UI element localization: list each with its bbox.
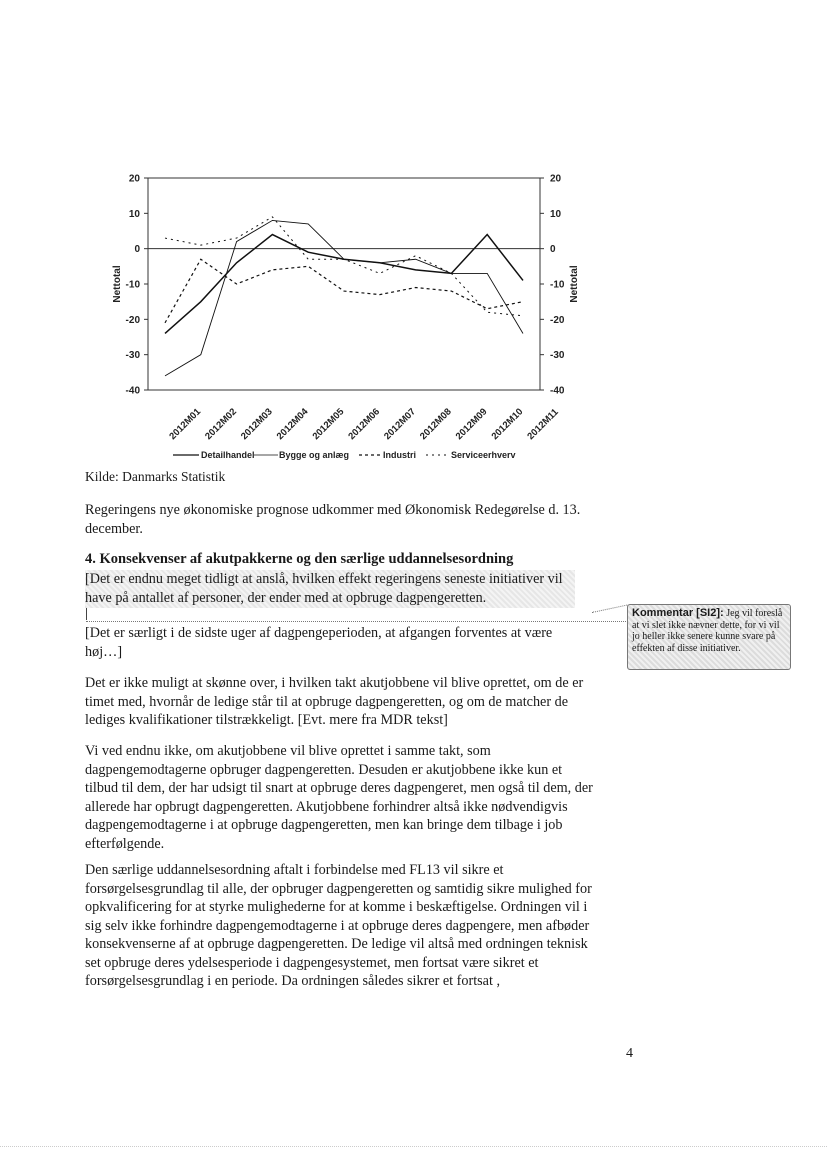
text-cursor [86, 608, 87, 620]
x-tick-label: 2012M09 [453, 406, 490, 443]
comment-connector-line-end [592, 605, 627, 613]
x-tick-label: 2012M10 [489, 406, 526, 443]
paragraph-prognose: Regeringens nye økonomiske prognose udkommer med Økonomisk Redegørelse d. 13. december. [85, 502, 581, 537]
legend-detailhandel: Detailhandel [201, 450, 255, 460]
legend [173, 450, 516, 460]
y-axis-label-right: Nettotal [569, 265, 580, 303]
y-tick-left-label: -10 [125, 279, 140, 291]
y-tick-right-label: 20 [550, 173, 562, 185]
y-tick-left-label: -40 [125, 385, 140, 397]
x-tick-label: 2012M06 [346, 406, 383, 443]
series-line-3 [165, 217, 523, 316]
section-heading: 4. Konsekvenser af akutpakkerne og den særlige uddannelsesordning [85, 551, 514, 567]
x-tick-label: 2012M04 [274, 406, 311, 443]
y-tick-left-label: 10 [128, 208, 140, 220]
y-tick-right-label: 0 [550, 244, 556, 256]
y-tick-right-label: -20 [550, 314, 565, 326]
chart-source: Kilde: Danmarks Statistik [85, 469, 226, 484]
paragraph-afgang: [Det er særligt i de sidste uger af dagpengeperioden, at afgangen forventes at være høj…] [85, 625, 553, 660]
y-tick-right-label: 10 [550, 208, 562, 220]
x-tick-label: 2012M05 [310, 406, 347, 443]
y-tick-right-label: -10 [550, 279, 565, 291]
x-tick-label: 2012M01 [167, 406, 204, 443]
comment-balloon[interactable] [627, 604, 791, 670]
legend-industri: Industri [383, 450, 416, 460]
y-tick-left-label: -20 [125, 314, 140, 326]
y-tick-right-label: -40 [550, 385, 565, 397]
highlighted-comment-text[interactable]: [Det er endnu meget tidligt at anslå, hvilken effekt regeringens seneste initiativer vil have på antallet af personer, der ender med at opbruge dagpengeretten. [85, 570, 575, 608]
x-tick-label: 2012M11 [525, 406, 561, 443]
line-chart [95, 160, 600, 470]
y-tick-right-label: -30 [550, 350, 565, 362]
page-number: 4 [626, 1046, 633, 1061]
y-tick-left-label: 20 [128, 173, 140, 185]
paragraph-akutjob-takt: Det er ikke muligt at skønne over, i hvilken takt akutjobbene vil blive oprettet, om de er timet med, hvornår de ledige står til at opbruge dagpengeretten, og om de matcher de lediges kvalifikationer tilstrækkeligt. [Evt. mere fra MDR tekst] [85, 675, 584, 728]
series-line-1 [165, 220, 523, 375]
series-line-0 [165, 235, 523, 334]
paragraph-akutjob: Vi ved endnu ikke, om akutjobbene vil blive oprettet i samme takt, som dagpengemodtagerne opbruger dagpengeretten. Desuden er akutjobbene ikke kun et tilbud til dem, der har udsigt til snart at opbruge deres dagpengeret, men også til dem, der allerede har opbrugt dagpengeretten. Akutjobbene forhindrer altså ikke nødvendigvis dagpengemodtagerne i at opbruge dagpengeretten, men kan bringe dem tilbage i job efterfølgende. [85, 743, 593, 852]
comment-label: Kommentar [SI2]: [632, 607, 724, 619]
series-line-2 [165, 259, 523, 323]
legend-serviceerhverv: Serviceerhverv [451, 450, 516, 460]
x-tick-label: 2012M07 [382, 406, 418, 443]
x-tick-label: 2012M03 [238, 406, 275, 443]
y-tick-left-label: 0 [134, 244, 140, 256]
comment-connector-line [86, 621, 626, 622]
plot-frame [148, 178, 540, 390]
paragraph-uddannelsesordning: Den særlige uddannelsesordning aftalt i forbindelse med FL13 vil sikre et forsørgelsesgrundlag til alle, der opbruger dagpengeretten og samtidig sikre mulighed for opkvalificering for at styrke mulighederne for at komme i beskæftigelse. Ordningen vil i sig selv ikke forhindre dagpengemodtagerne i at opbruge deres dagpengere, men afbøder konsekvenserne af at opbruge dagpengeretten. De ledige vil altså med ordningen teknisk set opbruge deres ydelsesperiode i dagpengesystemet, men fortsat være sikret et forsørgelsesgrundlag i en periode. Da ordningen således sikrer et fortsat , [85, 862, 592, 989]
legend-bygge: Bygge og anlæg [279, 450, 350, 460]
x-tick-label: 2012M08 [417, 406, 454, 443]
x-tick-label: 2012M02 [203, 406, 239, 443]
page-bottom-rule [0, 1146, 827, 1147]
y-tick-left-label: -30 [125, 350, 140, 362]
comment-text: Jeg vil foreslå at vi slet ikke nævner dette, for vi vil jo heller ikke senere kunne svare på effekten af disse initiativer. [632, 608, 783, 654]
y-axis-label-left: Nettotal [112, 265, 123, 303]
